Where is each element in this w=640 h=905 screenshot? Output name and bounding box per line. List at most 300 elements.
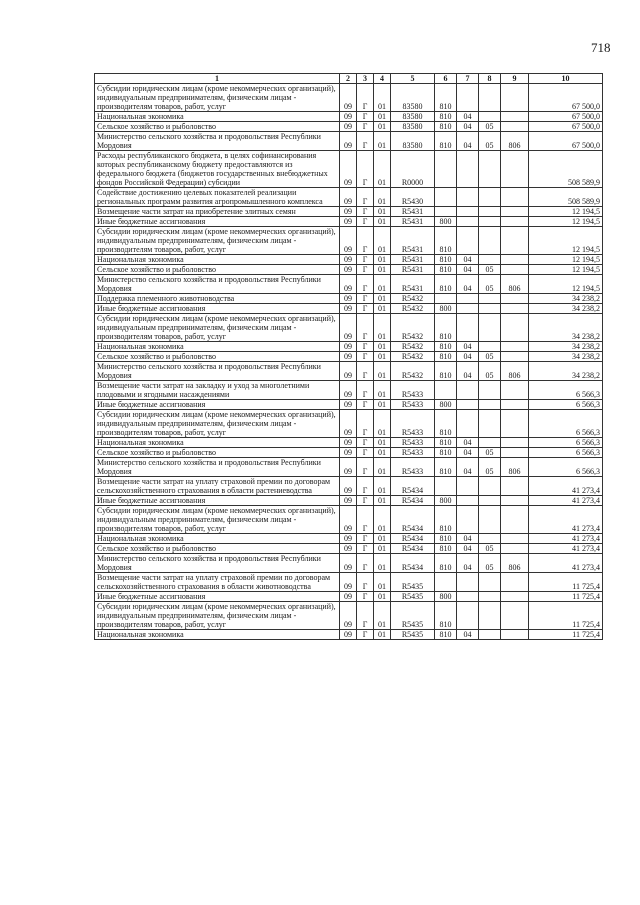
cell-name: Национальная экономика [95, 112, 340, 122]
cell-chapter [457, 506, 479, 534]
cell-section-code [479, 496, 501, 506]
cell-chapter [457, 188, 479, 207]
cell-department [501, 630, 529, 640]
cell-section-code [479, 112, 501, 122]
cell-section-code [479, 255, 501, 265]
cell-target-item: R5434 [391, 477, 435, 496]
cell-section: 09 [340, 410, 357, 438]
cell-amount: 6 566,3 [529, 438, 603, 448]
cell-name: Национальная экономика [95, 438, 340, 448]
cell-section-code: 05 [479, 265, 501, 275]
cell-amount: 41 273,4 [529, 477, 603, 496]
cell-section-code [479, 438, 501, 448]
cell-chapter: 04 [457, 554, 479, 573]
cell-amount: 12 194,5 [529, 207, 603, 217]
cell-expense-type: 810 [435, 458, 457, 477]
cell-department [501, 352, 529, 362]
cell-program: 01 [374, 275, 391, 294]
cell-section-code: 05 [479, 352, 501, 362]
cell-subsection: Г [357, 275, 374, 294]
cell-program: 01 [374, 342, 391, 352]
cell-department: 806 [501, 132, 529, 151]
cell-department [501, 84, 529, 112]
table-row [95, 217, 603, 227]
cell-name: Иные бюджетные ассигнования [95, 496, 340, 506]
cell-department [501, 506, 529, 534]
cell-chapter [457, 381, 479, 400]
cell-chapter: 04 [457, 255, 479, 265]
cell-expense-type: 810 [435, 544, 457, 554]
cell-subsection: Г [357, 630, 374, 640]
cell-chapter [457, 477, 479, 496]
cell-department: 806 [501, 362, 529, 381]
cell-target-item: R5433 [391, 400, 435, 410]
cell-target-item: R5433 [391, 438, 435, 448]
cell-section: 09 [340, 400, 357, 410]
cell-program: 01 [374, 400, 391, 410]
table-row [95, 573, 603, 592]
cell-section-code [479, 506, 501, 534]
cell-subsection: Г [357, 294, 374, 304]
budget-table [94, 73, 603, 640]
table-row [95, 438, 603, 448]
cell-section: 09 [340, 294, 357, 304]
cell-section-code: 05 [479, 458, 501, 477]
cell-subsection: Г [357, 188, 374, 207]
cell-program: 01 [374, 506, 391, 534]
cell-subsection: Г [357, 255, 374, 265]
cell-program: 01 [374, 544, 391, 554]
cell-department [501, 592, 529, 602]
cell-name: Министерство сельского хозяйства и продовольствия Республики Мордовия [95, 554, 340, 573]
cell-department: 806 [501, 554, 529, 573]
cell-target-item: R5430 [391, 188, 435, 207]
cell-section-code [479, 188, 501, 207]
cell-expense-type: 810 [435, 255, 457, 265]
cell-subsection: Г [357, 458, 374, 477]
cell-program: 01 [374, 458, 391, 477]
table-row [95, 496, 603, 506]
cell-amount: 67 500,0 [529, 122, 603, 132]
cell-expense-type: 800 [435, 217, 457, 227]
cell-expense-type: 810 [435, 602, 457, 630]
cell-section: 09 [340, 554, 357, 573]
cell-amount: 41 273,4 [529, 534, 603, 544]
cell-program: 01 [374, 84, 391, 112]
cell-department [501, 227, 529, 255]
cell-subsection: Г [357, 352, 374, 362]
cell-department [501, 602, 529, 630]
cell-name: Содействие достижению целевых показателей реализации региональных программ развития агропромышленного комплекса [95, 188, 340, 207]
cell-expense-type: 810 [435, 448, 457, 458]
cell-chapter [457, 84, 479, 112]
cell-target-item: 83580 [391, 122, 435, 132]
cell-subsection: Г [357, 496, 374, 506]
cell-section-code [479, 227, 501, 255]
cell-target-item: R5431 [391, 255, 435, 265]
cell-subsection: Г [357, 217, 374, 227]
cell-target-item: R5431 [391, 217, 435, 227]
cell-target-item: R5434 [391, 506, 435, 534]
cell-section: 09 [340, 275, 357, 294]
cell-chapter [457, 314, 479, 342]
cell-section: 09 [340, 342, 357, 352]
cell-section-code: 05 [479, 554, 501, 573]
table-row [95, 381, 603, 400]
cell-target-item: R5432 [391, 314, 435, 342]
cell-name: Иные бюджетные ассигнования [95, 592, 340, 602]
cell-name: Национальная экономика [95, 534, 340, 544]
cell-expense-type: 810 [435, 112, 457, 122]
cell-section-code [479, 592, 501, 602]
cell-program: 01 [374, 151, 391, 188]
cell-chapter [457, 410, 479, 438]
cell-section: 09 [340, 217, 357, 227]
cell-section: 09 [340, 304, 357, 314]
cell-expense-type: 810 [435, 554, 457, 573]
cell-subsection: Г [357, 602, 374, 630]
cell-amount: 508 589,9 [529, 188, 603, 207]
cell-subsection: Г [357, 112, 374, 122]
cell-section: 09 [340, 506, 357, 534]
cell-program: 01 [374, 112, 391, 122]
table-row [95, 314, 603, 342]
cell-name: Иные бюджетные ассигнования [95, 304, 340, 314]
table-row [95, 534, 603, 544]
cell-amount: 12 194,5 [529, 265, 603, 275]
cell-chapter: 04 [457, 448, 479, 458]
cell-amount: 41 273,4 [529, 506, 603, 534]
cell-expense-type: 810 [435, 265, 457, 275]
table-row [95, 112, 603, 122]
cell-amount: 11 725,4 [529, 592, 603, 602]
header-col-2: 2 [340, 74, 357, 84]
table-row [95, 592, 603, 602]
cell-section-code: 05 [479, 132, 501, 151]
cell-expense-type: 810 [435, 630, 457, 640]
cell-section: 09 [340, 132, 357, 151]
cell-chapter: 04 [457, 630, 479, 640]
cell-name: Иные бюджетные ассигнования [95, 400, 340, 410]
cell-section-code [479, 477, 501, 496]
cell-program: 01 [374, 352, 391, 362]
header-col-4: 4 [374, 74, 391, 84]
cell-target-item: R5435 [391, 592, 435, 602]
cell-section: 09 [340, 592, 357, 602]
cell-program: 01 [374, 362, 391, 381]
cell-amount: 41 273,4 [529, 544, 603, 554]
cell-section-code: 05 [479, 448, 501, 458]
cell-department [501, 294, 529, 304]
cell-target-item: R5432 [391, 294, 435, 304]
cell-subsection: Г [357, 132, 374, 151]
table-row [95, 132, 603, 151]
table-row [95, 188, 603, 207]
cell-target-item: 83580 [391, 112, 435, 122]
cell-department [501, 207, 529, 217]
cell-program: 01 [374, 410, 391, 438]
cell-expense-type [435, 188, 457, 207]
cell-expense-type [435, 381, 457, 400]
cell-department [501, 265, 529, 275]
cell-target-item: R5434 [391, 496, 435, 506]
cell-target-item: R5432 [391, 352, 435, 362]
table-row [95, 458, 603, 477]
cell-department: 806 [501, 275, 529, 294]
cell-subsection: Г [357, 400, 374, 410]
cell-program: 01 [374, 630, 391, 640]
table-row [95, 122, 603, 132]
cell-amount: 41 273,4 [529, 554, 603, 573]
cell-name: Возмещение части затрат на уплату страховой премии по договорам сельскохозяйственного страхования в области растениеводства [95, 477, 340, 496]
header-col-5: 5 [391, 74, 435, 84]
cell-section: 09 [340, 573, 357, 592]
cell-subsection: Г [357, 207, 374, 217]
cell-target-item: R5435 [391, 573, 435, 592]
cell-subsection: Г [357, 362, 374, 381]
cell-chapter: 04 [457, 458, 479, 477]
cell-chapter [457, 592, 479, 602]
cell-expense-type: 810 [435, 342, 457, 352]
cell-amount: 41 273,4 [529, 496, 603, 506]
cell-department [501, 217, 529, 227]
table-row [95, 602, 603, 630]
cell-department [501, 381, 529, 400]
cell-section: 09 [340, 122, 357, 132]
cell-target-item: R5434 [391, 534, 435, 544]
table-row [95, 265, 603, 275]
cell-target-item: 83580 [391, 84, 435, 112]
cell-subsection: Г [357, 573, 374, 592]
cell-name: Расходы республиканского бюджета, в целях софинансирования которых республиканскому бюджету предоставляются из федерального бюджета (бюджетов государственных внебюджетных фондов Российской Федерации) субсидии [95, 151, 340, 188]
cell-section-code [479, 534, 501, 544]
cell-chapter: 04 [457, 122, 479, 132]
cell-target-item: R5431 [391, 265, 435, 275]
cell-expense-type: 810 [435, 84, 457, 112]
cell-chapter: 04 [457, 438, 479, 448]
cell-department [501, 534, 529, 544]
cell-section: 09 [340, 188, 357, 207]
cell-section-code: 05 [479, 275, 501, 294]
table-row [95, 255, 603, 265]
cell-subsection: Г [357, 342, 374, 352]
cell-program: 01 [374, 304, 391, 314]
cell-expense-type [435, 573, 457, 592]
cell-name: Министерство сельского хозяйства и продовольствия Республики Мордовия [95, 132, 340, 151]
cell-chapter: 04 [457, 544, 479, 554]
cell-amount: 34 238,2 [529, 352, 603, 362]
cell-section-code [479, 151, 501, 188]
cell-section-code [479, 400, 501, 410]
cell-subsection: Г [357, 227, 374, 255]
cell-section-code [479, 342, 501, 352]
cell-program: 01 [374, 188, 391, 207]
cell-subsection: Г [357, 554, 374, 573]
cell-section: 09 [340, 458, 357, 477]
cell-target-item: R5433 [391, 410, 435, 438]
cell-program: 01 [374, 227, 391, 255]
cell-program: 01 [374, 265, 391, 275]
cell-expense-type: 810 [435, 410, 457, 438]
cell-department [501, 477, 529, 496]
table-row [95, 151, 603, 188]
cell-department [501, 151, 529, 188]
cell-chapter [457, 294, 479, 304]
cell-department [501, 342, 529, 352]
cell-program: 01 [374, 255, 391, 265]
cell-chapter: 04 [457, 265, 479, 275]
header-col-7: 7 [457, 74, 479, 84]
cell-section: 09 [340, 534, 357, 544]
cell-name: Национальная экономика [95, 255, 340, 265]
table-row [95, 227, 603, 255]
cell-target-item: R5432 [391, 342, 435, 352]
cell-section-code [479, 217, 501, 227]
header-col-6: 6 [435, 74, 457, 84]
cell-target-item: R5431 [391, 227, 435, 255]
cell-amount: 34 238,2 [529, 362, 603, 381]
cell-target-item: R5433 [391, 448, 435, 458]
cell-target-item: R5434 [391, 544, 435, 554]
cell-section: 09 [340, 314, 357, 342]
cell-name: Возмещение части затрат на закладку и уход за многолетними плодовыми и ягодными насаждениями [95, 381, 340, 400]
cell-program: 01 [374, 554, 391, 573]
cell-program: 01 [374, 207, 391, 217]
cell-expense-type: 810 [435, 362, 457, 381]
header-col-10: 10 [529, 74, 603, 84]
cell-chapter [457, 496, 479, 506]
cell-section: 09 [340, 265, 357, 275]
cell-section: 09 [340, 207, 357, 217]
header-col-3: 3 [357, 74, 374, 84]
table-row [95, 630, 603, 640]
cell-subsection: Г [357, 544, 374, 554]
cell-program: 01 [374, 534, 391, 544]
cell-chapter [457, 602, 479, 630]
cell-amount: 11 725,4 [529, 602, 603, 630]
cell-chapter [457, 207, 479, 217]
cell-program: 01 [374, 602, 391, 630]
cell-chapter: 04 [457, 342, 479, 352]
cell-expense-type [435, 207, 457, 217]
cell-amount: 6 566,3 [529, 400, 603, 410]
cell-section: 09 [340, 602, 357, 630]
cell-target-item: R5432 [391, 362, 435, 381]
cell-name: Возмещение части затрат на уплату страховой премии по договорам сельскохозяйственного страхования в области животноводства [95, 573, 340, 592]
cell-subsection: Г [357, 410, 374, 438]
cell-subsection: Г [357, 122, 374, 132]
cell-chapter: 04 [457, 275, 479, 294]
cell-subsection: Г [357, 314, 374, 342]
cell-section-code [479, 602, 501, 630]
cell-expense-type: 800 [435, 400, 457, 410]
table-row [95, 84, 603, 112]
cell-amount: 67 500,0 [529, 132, 603, 151]
cell-section-code [479, 381, 501, 400]
table-row [95, 207, 603, 217]
cell-target-item: R5431 [391, 207, 435, 217]
cell-target-item: R5433 [391, 381, 435, 400]
cell-amount: 67 500,0 [529, 112, 603, 122]
cell-section: 09 [340, 477, 357, 496]
cell-expense-type: 800 [435, 496, 457, 506]
cell-program: 01 [374, 381, 391, 400]
cell-chapter [457, 573, 479, 592]
table-row [95, 352, 603, 362]
cell-amount: 34 238,2 [529, 294, 603, 304]
cell-section-code [479, 294, 501, 304]
cell-expense-type [435, 294, 457, 304]
cell-target-item: R5435 [391, 630, 435, 640]
cell-amount: 34 238,2 [529, 304, 603, 314]
cell-target-item: R0000 [391, 151, 435, 188]
cell-subsection: Г [357, 438, 374, 448]
cell-chapter [457, 227, 479, 255]
header-row [95, 74, 603, 84]
table-row [95, 477, 603, 496]
header-col-9: 9 [501, 74, 529, 84]
cell-amount: 6 566,3 [529, 458, 603, 477]
table-row [95, 342, 603, 352]
cell-subsection: Г [357, 448, 374, 458]
cell-expense-type [435, 151, 457, 188]
cell-amount: 6 566,3 [529, 381, 603, 400]
cell-department [501, 255, 529, 265]
cell-subsection: Г [357, 506, 374, 534]
cell-section: 09 [340, 630, 357, 640]
cell-program: 01 [374, 438, 391, 448]
table-row [95, 554, 603, 573]
table-row [95, 304, 603, 314]
table-row [95, 275, 603, 294]
cell-chapter: 04 [457, 534, 479, 544]
cell-department [501, 544, 529, 554]
cell-name: Субсидии юридическим лицам (кроме некоммерческих организаций), индивидуальным предпринимателям, физическим лицам - производителям товаров, работ, услуг [95, 227, 340, 255]
cell-expense-type: 800 [435, 592, 457, 602]
cell-department [501, 400, 529, 410]
cell-expense-type: 810 [435, 534, 457, 544]
cell-department [501, 573, 529, 592]
table-row [95, 448, 603, 458]
cell-amount: 6 566,3 [529, 410, 603, 438]
cell-program: 01 [374, 314, 391, 342]
cell-department [501, 304, 529, 314]
page-number: 718 [591, 40, 611, 55]
cell-section: 09 [340, 151, 357, 188]
cell-program: 01 [374, 573, 391, 592]
cell-target-item: R5433 [391, 458, 435, 477]
cell-expense-type [435, 477, 457, 496]
cell-name: Сельское хозяйство и рыболовство [95, 122, 340, 132]
cell-amount: 34 238,2 [529, 342, 603, 352]
cell-name: Сельское хозяйство и рыболовство [95, 448, 340, 458]
cell-name: Субсидии юридическим лицам (кроме некоммерческих организаций), индивидуальным предпринимателям, физическим лицам - производителям товаров, работ, услуг [95, 84, 340, 112]
cell-department [501, 438, 529, 448]
cell-target-item: 83580 [391, 132, 435, 151]
cell-name: Министерство сельского хозяйства и продовольствия Республики Мордовия [95, 458, 340, 477]
cell-department [501, 122, 529, 132]
cell-name: Сельское хозяйство и рыболовство [95, 265, 340, 275]
cell-name: Национальная экономика [95, 342, 340, 352]
cell-department [501, 188, 529, 207]
cell-subsection: Г [357, 151, 374, 188]
cell-expense-type: 810 [435, 314, 457, 342]
table-row [95, 294, 603, 304]
cell-section-code [479, 410, 501, 438]
cell-name: Иные бюджетные ассигнования [95, 217, 340, 227]
cell-section: 09 [340, 544, 357, 554]
cell-name: Возмещение части затрат на приобретение элитных семян [95, 207, 340, 217]
